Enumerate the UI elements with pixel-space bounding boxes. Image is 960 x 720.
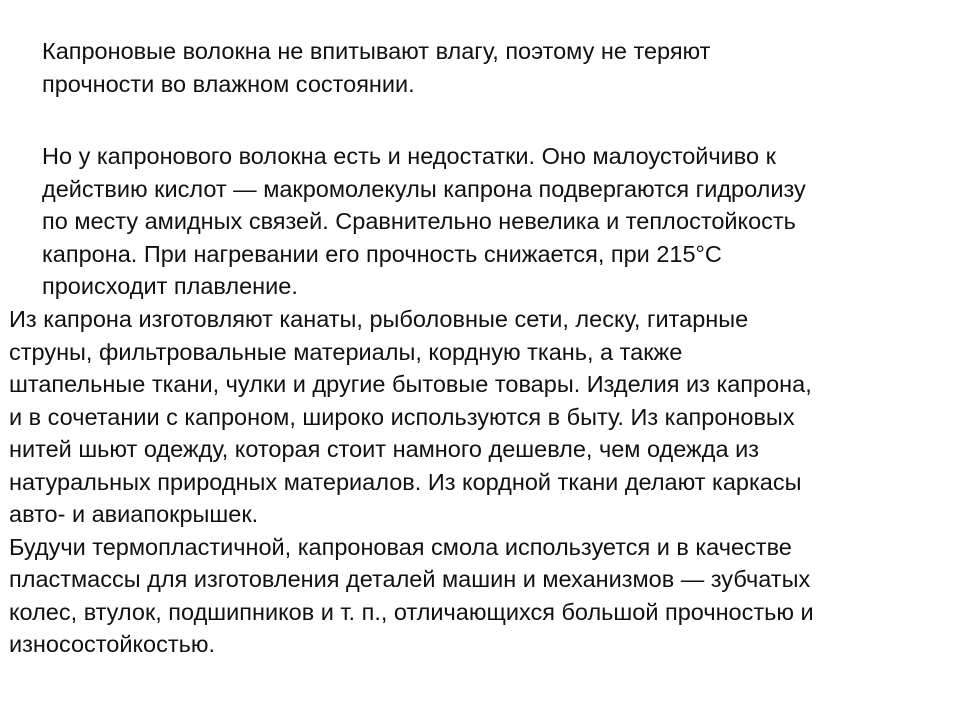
text-line: колес, втулок, подшипников и т. п., отличающихся большой прочностью и [9,598,814,625]
paragraph-gap [42,100,806,140]
paragraph-thermoplastic [9,531,814,661]
text-block-top [42,35,806,303]
paragraph-uses [9,303,814,531]
text-line: износостойкостью. [9,631,216,657]
text-line: авто- и авиапокрышек. [9,501,259,527]
text-line: по месту амидных связей. Сравнительно невелика и теплостойкость [42,208,796,234]
paragraph-drawbacks [42,140,806,303]
text-line: штапельные ткани, чулки и другие бытовые товары. Изделия из капрона, [9,371,812,397]
text-line: действию кислот — макромолекулы капрона подвергаются гидролизу [42,175,806,202]
text-line: пластмассы для изготовления деталей машин и механизмов — зубчатых [9,566,811,592]
text-line: Будучи термопластичной, капроновая смола используется и в качестве [9,533,792,560]
paragraph-moisture [42,35,806,100]
text-line: и в сочетании с капроном, широко используются в быту. Из капроновых [9,403,795,430]
text-block-bottom [9,303,814,661]
text-line: натуральных природных материалов. Из кордной ткани делают каркасы [9,468,802,495]
text-line: нитей шьют одежду, которая стоит намного дешевле, чем одежда из [9,436,759,462]
text-line: струны, фильтровальные материалы, кордную ткань, а также [9,338,683,365]
text-line: происходит плавление. [42,273,298,299]
text-line: Но у капронового волокна есть и недостатки. Оно малоустойчиво к [42,143,776,169]
text-line: Из капрона изготовляют канаты, рыболовные сети, леску, гитарные [9,306,749,332]
text-line: прочности во влажном состоянии. [42,70,415,97]
text-line: капрона. При нагревании его прочность снижается, при 215°С [42,240,722,267]
text-line: Капроновые волокна не впитывают влагу, поэтому не теряют [42,38,711,64]
